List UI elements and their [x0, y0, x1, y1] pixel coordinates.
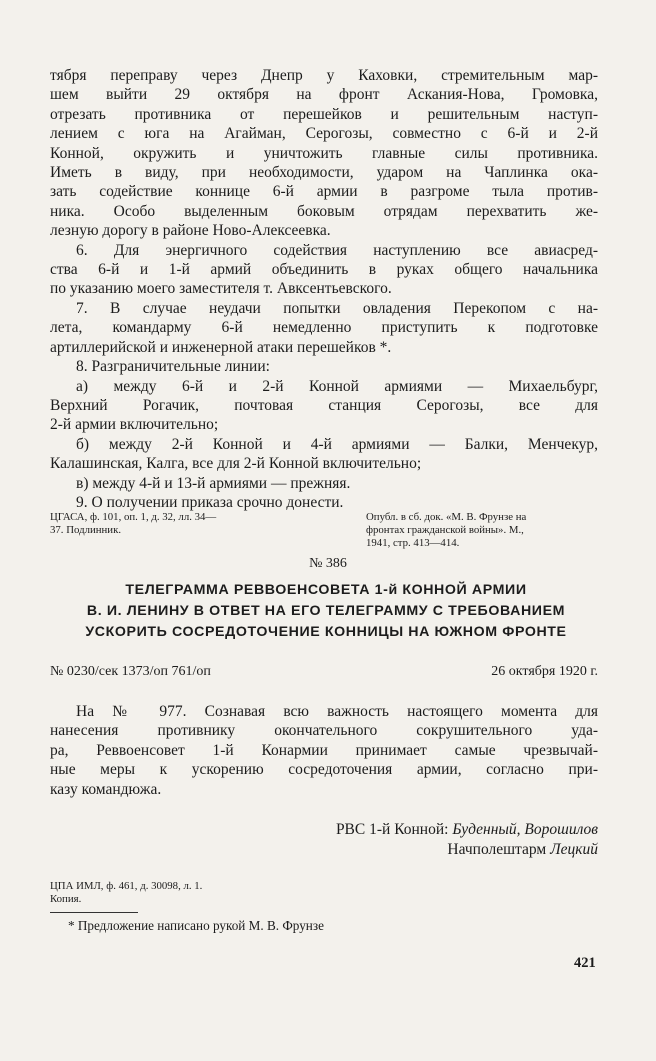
publication-source-line: Опубл. в сб. док. «М. В. Фрунзе на [366, 511, 527, 523]
signature-prefix: Начполештарм [447, 841, 551, 858]
archive-source [50, 511, 280, 537]
document-number: № 386 [309, 556, 347, 571]
text-line: 7. В случае неудачи попытки овладения Перекопом с на- [76, 299, 598, 317]
reference-number: № 0230/сек 1373/оп 761/оп [50, 664, 211, 679]
telegram-date: 26 октября 1920 г. [491, 664, 598, 679]
text-line: Иметь в виду, при необходимости, ударом на Чаплинка ока- [50, 164, 598, 182]
archive-line: ЦПА ИМЛ, ф. 461, д. 30098, л. 1. [50, 880, 203, 892]
text-line: 8. Разграничительные линии: [76, 358, 270, 376]
telegram-archive-source [50, 880, 202, 906]
text-line: казу командюжа. [50, 780, 162, 798]
text-line: зать содействие коннице 6-й армии в разгроме тыла против- [50, 183, 598, 201]
footnote-divider [50, 912, 138, 913]
page-number: 421 [574, 955, 596, 971]
signature-line-2 [447, 840, 598, 859]
publication-source [366, 511, 598, 550]
text-line: нанесения противнику окончательного сокрушительного уда- [50, 722, 598, 740]
signatory-names: Буденный, Ворошилов [452, 821, 598, 838]
text-line: Калашинская, Калга, все для 2-й Конной включительно; [50, 455, 422, 473]
title-line: ТЕЛЕГРАММА РЕВВОЕНСОВЕТА 1-й КОННОЙ АРМИИ [125, 582, 527, 598]
text-line: лением с юга на Агайман, Серогозы, совместно с 6-й и 2-й [50, 125, 598, 143]
text-line: а) между 6-й и 2-й Конной армиями — Михаельбург, [76, 377, 598, 395]
text-line: Верхний Рогачик, почтовая станция Серогозы, все для [50, 396, 598, 414]
publication-source-line: 1941, стр. 413—414. [366, 537, 460, 549]
text-line: по указанию моего заместителя т. Авксентьевского. [50, 280, 392, 298]
text-line: На № 977. Сознавая всю важность настоящего момента для [76, 703, 598, 720]
text-line: Конной, окружить и уничтожить главные силы противника. [50, 144, 598, 162]
text-line: ства 6-й и 1-й армий объединить в руках общего начальника [50, 261, 598, 279]
text-line: в) между 4-й и 13-й армиями — прежняя. [76, 474, 351, 492]
signature-line-1 [336, 820, 598, 839]
text-line: отрезать противника от перешейков и решительным наступ- [50, 105, 598, 123]
archive-line: Копия. [50, 893, 82, 905]
text-line: тября переправу через Днепр у Каховки, стремительным мар- [50, 67, 598, 84]
text-line: ника. Особо выделенным боковым отрядам перехватить же- [50, 202, 598, 220]
archive-source-line: ЦГАСА, ф. 101, оп. 1, д. 32, лл. 34— [50, 511, 217, 523]
title-line: УСКОРИТЬ СОСРЕДОТОЧЕНИЕ КОННИЦЫ НА ЮЖНОМ ФРОНТЕ [85, 624, 567, 640]
text-line: 2-й армии включительно; [50, 416, 219, 434]
document-title [46, 580, 606, 643]
text-line: ра, Реввоенсовет 1-й Конармии принимает самые чрезвычай- [50, 741, 598, 759]
text-line: 9. О получении приказа срочно донести. [76, 493, 344, 511]
telegram-body [50, 702, 598, 799]
text-line: лезную дорогу в районе Ново-Алексеевка. [50, 222, 331, 240]
publication-source-line: фронтах гражданской войны». М., [366, 524, 524, 536]
text-line: артиллерийской и инженерной атаки перешейков *. [50, 338, 392, 356]
signature-prefix: РВС 1-й Конной: [335, 821, 453, 838]
text-line: б) между 2-й Конной и 4-й армиями — Балки, Менчекур, [76, 435, 598, 453]
title-line: В. И. ЛЕНИНУ В ОТВЕТ НА ЕГО ТЕЛЕГРАММУ С ТРЕБОВАНИЕМ [86, 603, 566, 619]
text-line: шем выйти 29 октября на фронт Аскания-Нова, Громовка, [50, 86, 598, 104]
text-line: лета, командарму 6-й немедленно приступить к подготовке [50, 319, 598, 337]
archive-source-line: 37. Подлинник. [50, 524, 122, 536]
text-line: 6. Для энергичного содействия наступлению все авиасред- [76, 241, 598, 259]
signatory-name: Лецкий [550, 841, 598, 858]
order-continuation-text [50, 66, 598, 512]
footnote: * Предложение написано рукой М. В. Фрунзе [68, 918, 324, 933]
text-line: ные меры к ускорению сосредоточения армии, согласно при- [50, 761, 598, 779]
